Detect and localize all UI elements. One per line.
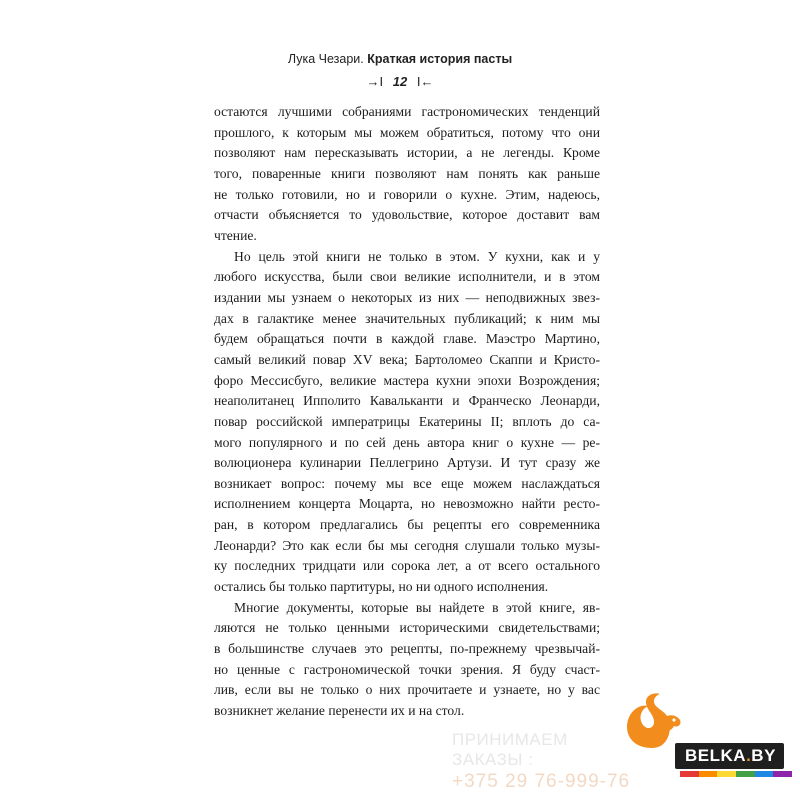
text-line: Но цель этой книги не только в этом. У кухни, как и у [234, 248, 600, 264]
text-line: издании мы узнаем о некоторых из них — неподвижных звез- [214, 289, 600, 305]
text-line: будем обращаться почти в каждой главе. Маэстро Мартино, [214, 331, 600, 347]
page-folio [0, 74, 800, 89]
text-line: неаполитанец Ипполито Кавальканти и Франческо Леонарди, [214, 393, 600, 409]
logo-dot: . [746, 746, 752, 765]
text-line: Леонарди? Это как если бы мы сегодня слушали только музы- [214, 537, 600, 553]
belka-logo [675, 743, 784, 769]
running-head-title: Краткая история пасты [367, 52, 513, 66]
text-line: остались бы только партитуры, но ни одного исполнения. [214, 579, 549, 595]
stripe [736, 771, 755, 777]
watermark-phone: +375 29 76-999-76 [452, 771, 631, 792]
text-line: мого популярного и по сей день автора книг о кухне — ре- [214, 434, 600, 450]
running-head [0, 52, 800, 66]
stripe [680, 771, 699, 777]
watermark-text [452, 730, 642, 794]
folio-left-mark: →I [366, 74, 384, 89]
text-line: ран, в котором предлагались бы рецепты его современника [214, 517, 600, 533]
text-line: того, поваренные книги позволяют нам понять как раньше [214, 165, 600, 181]
body-text [214, 102, 600, 722]
text-line: возникнет желание перенести их и на стол. [214, 703, 465, 719]
text-line: не только готовили, но и говорили о кухне. Этим, надеюсь, [214, 186, 600, 202]
text-line: возникает вопрос: почему мы все еще можем наслаждаться [214, 475, 600, 491]
text-line: Многие документы, которые вы найдете в этой книге, яв- [234, 599, 600, 615]
text-line: самый великий повар XV века; Бартоломео Скаппи и Кристо- [214, 351, 600, 367]
text-line: повар российской императрицы Екатерины II; вплоть до са- [214, 413, 600, 429]
stripe [755, 771, 774, 777]
running-head-author: Лука Чезари. [287, 52, 364, 66]
text-line: лив, если вы не только о них прочитаете и узнаете, но у вас [214, 682, 600, 698]
page-number: 12 [392, 74, 408, 89]
text-line: прошлого, к которым мы можем обратиться, потому что они [214, 124, 600, 140]
text-line: но ценные с гастрономической точки зрения. Я буду счаст- [214, 661, 600, 677]
logo-name: BELKA [685, 746, 747, 765]
logo-stripes [680, 771, 792, 777]
logo-tld: BY [751, 746, 776, 765]
text-line: остаются лучшими собраниями гастрономических тенденций [214, 104, 600, 119]
text-line: чтение. [214, 227, 257, 243]
text-line: дах в галактике менее значительных публикаций; к ним мы [214, 310, 600, 326]
stripe [699, 771, 718, 777]
text-line: позволяют нам пересказывать истории, а не легенды. Кроме [214, 145, 600, 161]
text-line: отчасти объясняется то удовольствие, которое доставит вам [214, 207, 600, 223]
text-line: форо Мессисбуго, великие мастера кухни эпохи Возрождения; [214, 372, 600, 388]
stripe [773, 771, 792, 777]
text-line: ку последних тридцати или сорока лет, а от всего остального [214, 558, 600, 574]
watermark-orders-label: ПРИНИМАЕМ ЗАКАЗЫ : [452, 730, 568, 769]
text-line: любого искусства, были свои великие исполнители, и в этом [214, 269, 600, 285]
text-line: исполнением концерта Моцарта, но невозможно найти рестo- [214, 496, 600, 512]
stripe [717, 771, 736, 777]
text-line: волюционера кулинарии Пеллегрино Артузи. И тут сразу же [214, 455, 600, 471]
text-line: ляются не только ценными историческими свидетельствами; [214, 620, 600, 636]
text-line: в большинстве случаев это рецепты, по-прежнему чрезвычай- [214, 641, 600, 657]
folio-right-mark: I← [416, 74, 434, 89]
